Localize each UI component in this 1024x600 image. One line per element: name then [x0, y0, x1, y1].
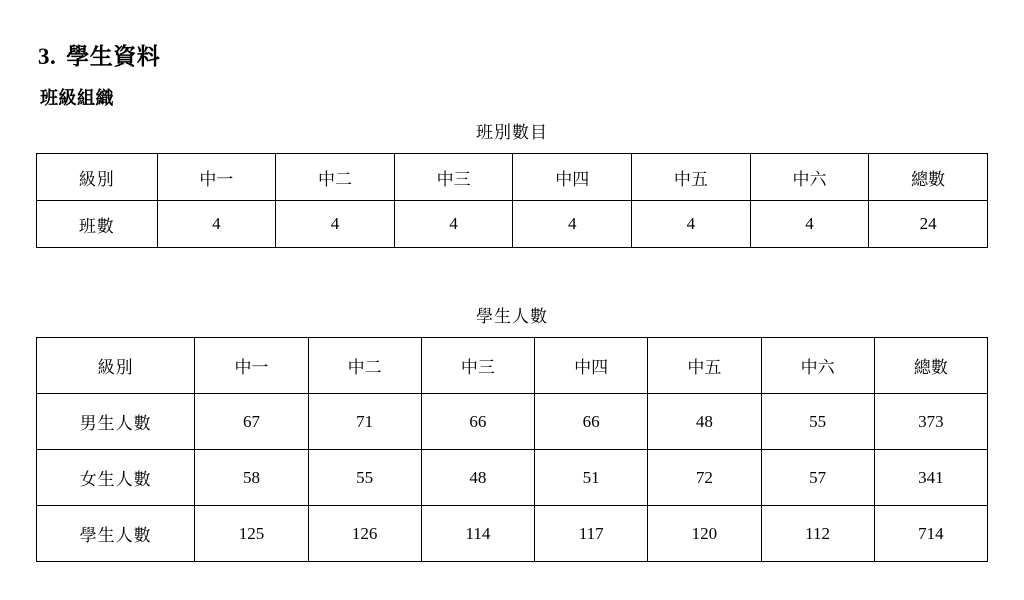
- section-number: 3.: [38, 44, 57, 69]
- table-row: [37, 450, 988, 506]
- classes-table-caption: 班別數目: [476, 123, 548, 142]
- table-cell: 總數: [874, 338, 987, 394]
- table-cell: 4: [513, 201, 632, 248]
- table-row: [37, 154, 988, 201]
- row-label: 女生人數: [37, 450, 195, 506]
- table-row: [37, 506, 988, 562]
- table-cell: 114: [421, 506, 534, 562]
- table-cell: 57: [761, 450, 874, 506]
- row-label: 學生人數: [37, 506, 195, 562]
- table-cell: 中三: [394, 154, 513, 201]
- table-cell: 中六: [750, 154, 869, 201]
- table-row: [37, 338, 988, 394]
- table-cell: 4: [750, 201, 869, 248]
- table-cell: 51: [535, 450, 648, 506]
- classes-table-block: [36, 118, 988, 248]
- students-table-block: [36, 302, 988, 562]
- table-cell: 中五: [648, 338, 761, 394]
- sub-heading: 班級組織: [40, 88, 114, 108]
- table-cell: 中一: [157, 154, 276, 201]
- table-cell: 72: [648, 450, 761, 506]
- table-cell: 58: [195, 450, 308, 506]
- table-cell: 中二: [308, 338, 421, 394]
- table-cell: 48: [648, 394, 761, 450]
- table-cell: 中三: [421, 338, 534, 394]
- table-cell: 66: [535, 394, 648, 450]
- table-cell: 373: [874, 394, 987, 450]
- table-cell: 112: [761, 506, 874, 562]
- table-cell: 714: [874, 506, 987, 562]
- table-cell: 中五: [632, 154, 751, 201]
- students-table: [36, 337, 988, 562]
- table-cell: 中六: [761, 338, 874, 394]
- table-cell: 4: [276, 201, 395, 248]
- table-cell: 117: [535, 506, 648, 562]
- table-row: [37, 394, 988, 450]
- table-cell: 55: [761, 394, 874, 450]
- table-cell: 4: [157, 201, 276, 248]
- page-title: [38, 38, 160, 71]
- table-cell: 120: [648, 506, 761, 562]
- table-cell: 48: [421, 450, 534, 506]
- table-cell: 71: [308, 394, 421, 450]
- section-title: 學生資料: [66, 44, 161, 69]
- table-row: [37, 201, 988, 248]
- table-cell: 341: [874, 450, 987, 506]
- table-cell: 66: [421, 394, 534, 450]
- table-cell: 55: [308, 450, 421, 506]
- table-cell: 67: [195, 394, 308, 450]
- row-label: 男生人數: [37, 394, 195, 450]
- table-cell: 中四: [513, 154, 632, 201]
- students-table-caption: 學生人數: [476, 307, 548, 326]
- table-cell: 24: [869, 201, 988, 248]
- row-label: 級別: [37, 154, 158, 201]
- table-cell: 中一: [195, 338, 308, 394]
- table-cell: 中二: [276, 154, 395, 201]
- table-cell: 4: [394, 201, 513, 248]
- table-cell: 126: [308, 506, 421, 562]
- classes-table: [36, 153, 988, 248]
- row-label: 級別: [37, 338, 195, 394]
- table-cell: 125: [195, 506, 308, 562]
- table-cell: 4: [632, 201, 751, 248]
- table-cell: 中四: [535, 338, 648, 394]
- table-cell: 總數: [869, 154, 988, 201]
- row-label: 班數: [37, 201, 158, 248]
